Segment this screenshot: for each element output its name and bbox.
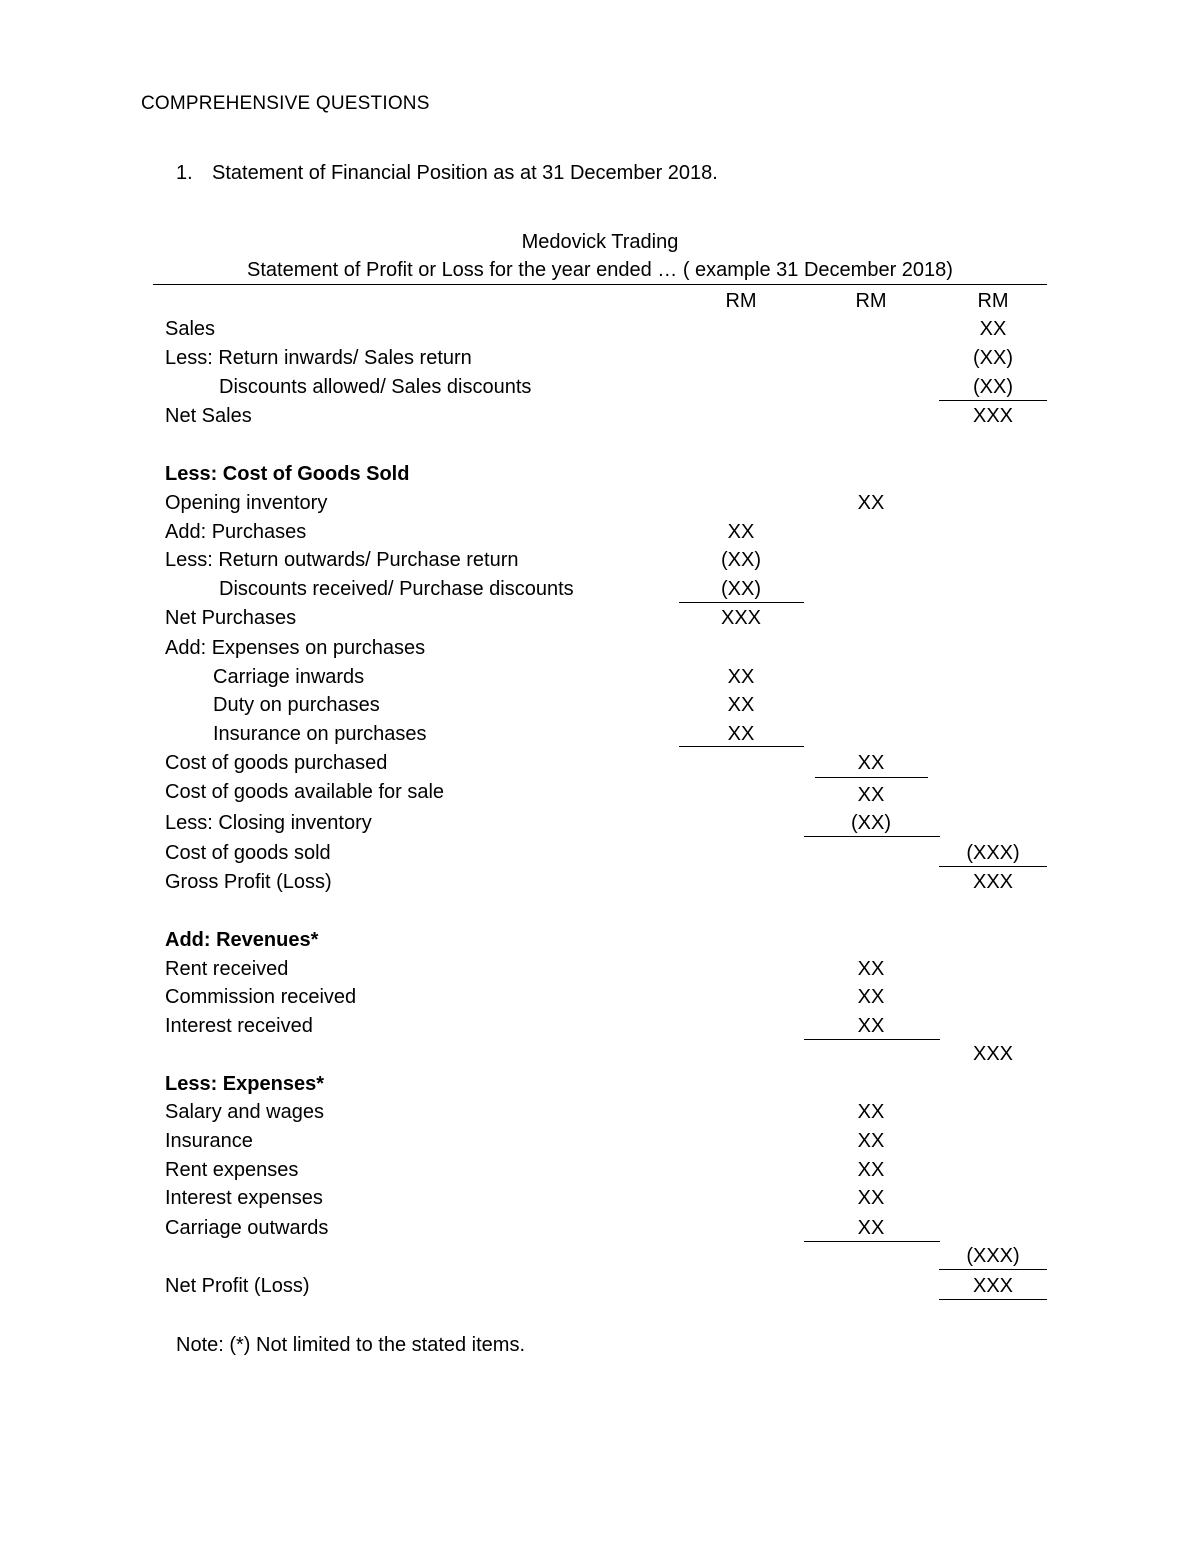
underline [939, 866, 1047, 867]
page-heading: COMPREHENSIVE QUESTIONS [141, 93, 430, 114]
row-label-expenses-on-purchases: Add: Expenses on purchases [165, 637, 426, 659]
value-carriage-inwards: XX [727, 666, 755, 688]
value-carriage-outwards: XX [857, 1217, 885, 1239]
value-discounts-allowed: (XX) [973, 376, 1013, 398]
row-label-rent-expenses: Rent expenses [165, 1159, 299, 1181]
row-label-cost-goods-purchased: Cost of goods purchased [165, 752, 388, 774]
row-label-carriage-outwards: Carriage outwards [165, 1217, 329, 1239]
underline [815, 777, 928, 778]
title-underline [153, 284, 1047, 285]
question-text: Statement of Financial Position as at 31 December 2018. [212, 162, 718, 184]
value-opening-inventory: XX [857, 492, 885, 514]
value-return-inwards: (XX) [973, 347, 1013, 369]
column-header-3: RM [977, 290, 1009, 312]
underline [679, 746, 804, 747]
row-label-commission-received: Commission received [165, 986, 357, 1008]
value-expenses-total: (XXX) [966, 1245, 1020, 1267]
company-name: Medovick Trading [521, 231, 679, 253]
row-label-sales: Sales [165, 318, 216, 340]
value-cost-goods-sold: (XXX) [966, 842, 1020, 864]
row-label-discounts-received: Discounts received/ Purchase discounts [219, 578, 574, 600]
underline [804, 1039, 940, 1040]
value-interest-expenses: XX [857, 1187, 885, 1209]
value-discounts-received: (XX) [721, 578, 761, 600]
underline [939, 1269, 1047, 1270]
row-label-return-inwards: Less: Return inwards/ Sales return [165, 347, 472, 369]
value-net-sales: XXX [972, 405, 1014, 427]
section-heading-expenses: Less: Expenses* [165, 1073, 324, 1095]
value-return-outwards: (XX) [721, 549, 761, 571]
value-cost-goods-purchased: XX [857, 752, 885, 774]
row-label-rent-received: Rent received [165, 958, 289, 980]
value-salary-wages: XX [857, 1101, 885, 1123]
row-label-net-profit: Net Profit (Loss) [165, 1275, 310, 1297]
row-label-insurance-on-purchases: Insurance on purchases [213, 723, 427, 745]
row-label-net-sales: Net Sales [165, 405, 252, 427]
row-label-discounts-allowed: Discounts allowed/ Sales discounts [219, 376, 532, 398]
value-purchases: XX [727, 521, 755, 543]
underline [679, 602, 804, 603]
row-label-carriage-inwards: Carriage inwards [213, 666, 365, 688]
value-net-profit: XXX [972, 1275, 1014, 1297]
footnote: Note: (*) Not limited to the stated items. [176, 1334, 526, 1356]
row-label-net-purchases: Net Purchases [165, 607, 297, 629]
row-label-cost-goods-available: Cost of goods available for sale [165, 781, 445, 803]
value-duty-on-purchases: XX [727, 694, 755, 716]
row-label-return-outwards: Less: Return outwards/ Purchase return [165, 549, 519, 571]
column-header-2: RM [855, 290, 887, 312]
row-label-closing-inventory: Less: Closing inventory [165, 812, 372, 834]
value-insurance-on-purchases: XX [727, 723, 755, 745]
row-label-salary-wages: Salary and wages [165, 1101, 324, 1123]
value-rent-received: XX [857, 958, 885, 980]
value-commission-received: XX [857, 986, 885, 1008]
column-header-1: RM [725, 290, 757, 312]
value-insurance: XX [857, 1130, 885, 1152]
value-net-purchases: XXX [720, 607, 762, 629]
question-number: 1. [176, 162, 193, 184]
underline [939, 1299, 1047, 1300]
row-label-opening-inventory: Opening inventory [165, 492, 328, 514]
row-label-duty-on-purchases: Duty on purchases [213, 694, 380, 716]
section-heading-cogs: Less: Cost of Goods Sold [165, 463, 410, 485]
value-interest-received: XX [857, 1015, 885, 1037]
value-revenues-total: XXX [972, 1043, 1014, 1065]
row-label-cost-goods-sold: Cost of goods sold [165, 842, 331, 864]
underline [804, 836, 940, 837]
underline [804, 1241, 940, 1242]
section-heading-revenues: Add: Revenues* [165, 929, 319, 951]
value-rent-expenses: XX [857, 1159, 885, 1181]
value-closing-inventory: (XX) [851, 812, 891, 834]
value-sales: XX [979, 318, 1007, 340]
row-label-interest-received: Interest received [165, 1015, 313, 1037]
underline [939, 400, 1047, 401]
value-gross-profit: XXX [972, 871, 1014, 893]
value-cost-goods-available: XX [857, 784, 885, 806]
row-label-gross-profit: Gross Profit (Loss) [165, 871, 332, 893]
row-label-purchases: Add: Purchases [165, 521, 307, 543]
row-label-interest-expenses: Interest expenses [165, 1187, 323, 1209]
row-label-insurance: Insurance [165, 1130, 253, 1152]
statement-title: Statement of Profit or Loss for the year ended … ( example 31 December 2018) [247, 259, 953, 281]
